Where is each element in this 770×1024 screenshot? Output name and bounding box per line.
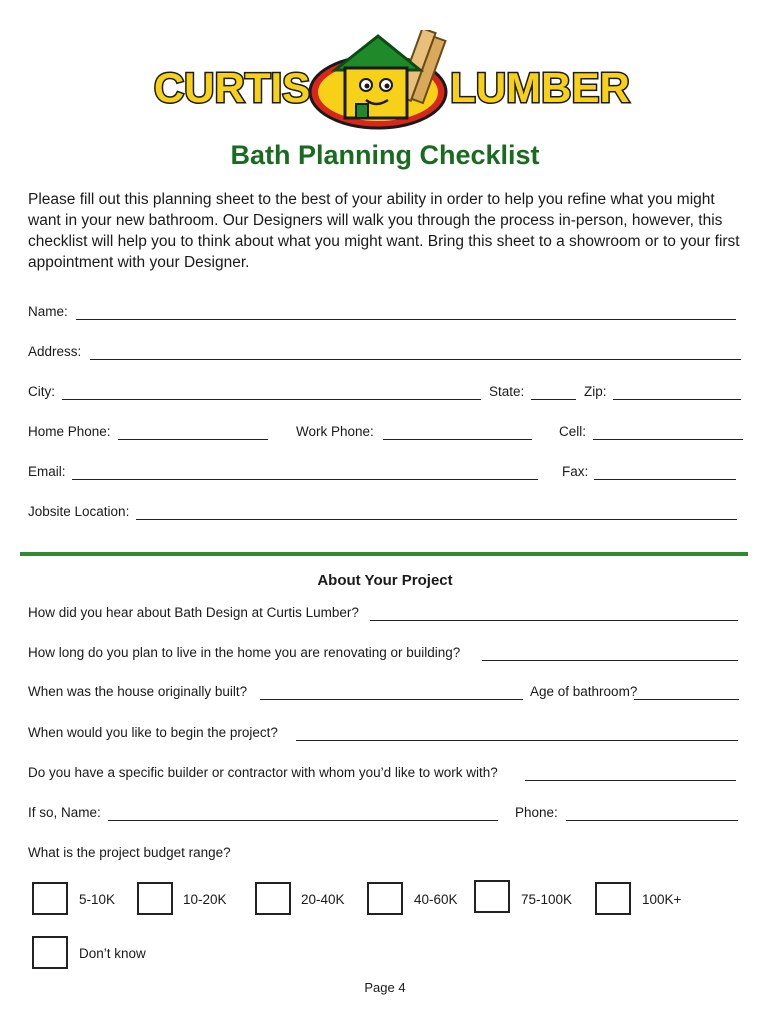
budget-checkbox-20-40k[interactable] <box>255 882 291 915</box>
budget-checkbox-10-20k[interactable] <box>137 882 173 915</box>
address-row <box>28 344 743 364</box>
zip-label: Zip: <box>584 384 607 399</box>
cell-field[interactable] <box>593 439 743 440</box>
budget-question: What is the project budget range? <box>28 845 231 860</box>
work-phone-field[interactable] <box>383 439 532 440</box>
budget-checkbox-75-100k[interactable] <box>474 880 510 913</box>
logo-right-word: LUMBER <box>450 64 630 111</box>
email-label: Email: <box>28 464 66 479</box>
ifso-phone-label: Phone: <box>515 805 558 820</box>
budget-checkbox-100k-plus[interactable] <box>595 882 631 915</box>
begin-question: When would you like to begin the project? <box>28 725 278 740</box>
home-phone-field[interactable] <box>118 439 268 440</box>
home-phone-label: Home Phone: <box>28 424 111 439</box>
name-label: Name: <box>28 304 68 319</box>
builder-field[interactable] <box>525 780 736 781</box>
live-row <box>28 645 743 665</box>
age-question: Age of bathroom? <box>530 684 638 699</box>
fax-field[interactable] <box>594 479 736 480</box>
state-field[interactable] <box>531 399 576 400</box>
budget-checkbox-5-10k[interactable] <box>32 882 68 915</box>
work-phone-label: Work Phone: <box>296 424 374 439</box>
budget-option-label: 100K+ <box>642 892 682 907</box>
live-field[interactable] <box>482 660 738 661</box>
ifso-name-field[interactable] <box>108 820 498 821</box>
built-field[interactable] <box>260 699 523 700</box>
ifso-label: If so, Name: <box>28 805 101 820</box>
page-number: Page 4 <box>364 980 406 995</box>
zip-field[interactable] <box>613 399 741 400</box>
begin-row <box>28 725 743 745</box>
budget-option-label: Don’t know <box>79 946 146 961</box>
hear-row <box>28 605 743 625</box>
hear-question: How did you hear about Bath Design at Curtis Lumber? <box>28 605 359 620</box>
state-label: State: <box>489 384 525 399</box>
city-field[interactable] <box>62 399 481 400</box>
ifso-row <box>28 805 743 825</box>
section-divider <box>20 552 748 556</box>
live-question: How long do you plan to live in the home you are renovating or building? <box>28 645 461 660</box>
budget-row <box>28 845 743 865</box>
address-field[interactable] <box>90 359 741 360</box>
ifso-phone-field[interactable] <box>566 820 738 821</box>
jobsite-row <box>28 504 743 524</box>
curtis-lumber-logo <box>120 30 640 130</box>
city-label: City: <box>28 384 55 399</box>
intro-paragraph: Please fill out this planning sheet to the best of your ability in order to help you refine what you might want in your new bathroom. Our Designers will walk you through the process in-person, however, this checklist will help you to think about what you might want. Bring this sheet to a showroom or to your first appointment with your Designer. <box>28 191 740 271</box>
address-label: Address: <box>28 344 82 359</box>
fax-label: Fax: <box>562 464 589 479</box>
cell-label: Cell: <box>559 424 587 439</box>
page-title: Bath Planning Checklist <box>230 140 540 170</box>
jobsite-label: Jobsite Location: <box>28 504 130 519</box>
built-question: When was the house originally built? <box>28 684 248 699</box>
hear-field[interactable] <box>370 620 738 621</box>
builder-question: Do you have a specific builder or contractor with whom you’d like to work with? <box>28 765 498 780</box>
about-project-heading: About Your Project <box>317 572 453 589</box>
budget-option-label: 5-10K <box>79 892 116 907</box>
name-field[interactable] <box>76 319 736 320</box>
budget-option-label: 40-60K <box>414 892 458 907</box>
budget-checkbox-dont-know[interactable] <box>32 936 68 969</box>
jobsite-field[interactable] <box>136 519 737 520</box>
built-row <box>28 684 743 704</box>
budget-option-label: 20-40K <box>301 892 345 907</box>
email-fax-row <box>28 464 743 484</box>
budget-option-label: 10-20K <box>183 892 227 907</box>
phones-row <box>28 424 743 444</box>
email-field[interactable] <box>72 479 538 480</box>
age-field[interactable] <box>634 699 739 700</box>
budget-option-label: 75-100K <box>521 892 573 907</box>
city-state-zip-row <box>28 384 743 404</box>
builder-row <box>28 765 743 785</box>
logo-left-word: CURTIS <box>153 64 311 111</box>
begin-field[interactable] <box>296 740 738 741</box>
budget-checkbox-40-60k[interactable] <box>367 882 403 915</box>
name-row <box>28 304 743 324</box>
